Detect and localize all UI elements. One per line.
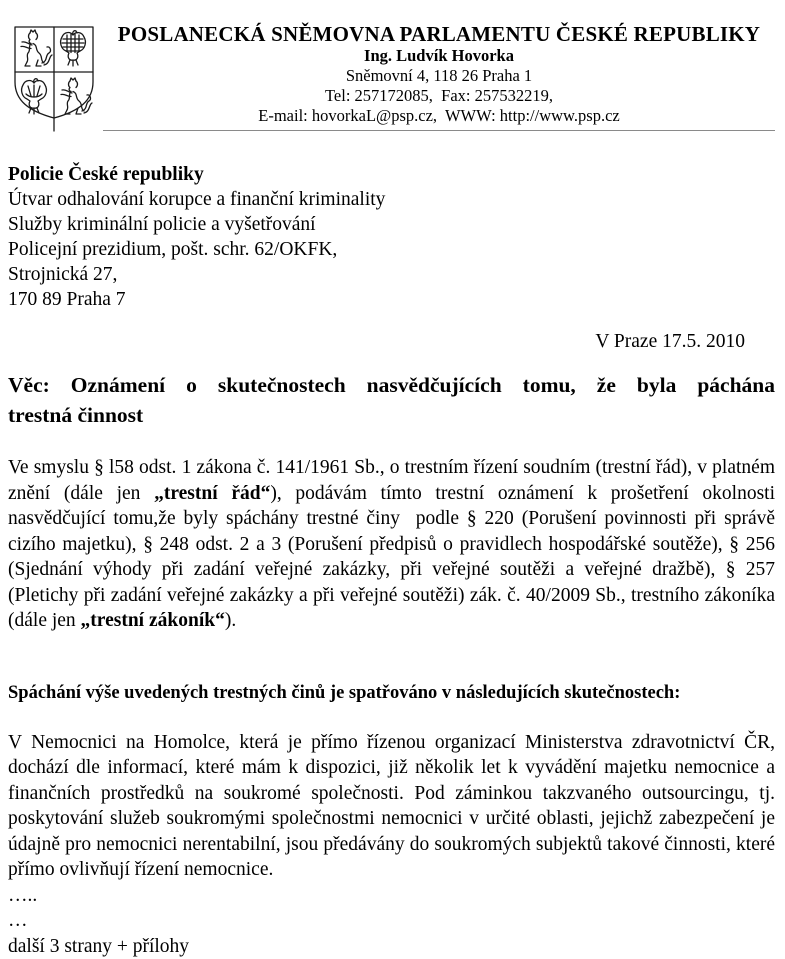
statement-heading: Spáchání výše uvedených trestných činů je spatřováno v následujících skutečnostech: (8, 680, 775, 706)
recipient-line: Strojnická 27, (8, 262, 775, 287)
czech-coat-of-arms-icon (8, 22, 100, 134)
para1-text: ), podávám tímto trestní oznámení k prošetření okolnosti nasvědčující tomu,že byly spáchány trestné činy podle § 220 (Porušení povinnosti při správě cizího majetku), § 248 odst. 2 a 3 (Porušení předpisů o pravidlech hospodářské soutěže), § 256 (Sjednání výhody při zadání veřejné zakázky, při veřejné soutěži a veřejné dražbě), § 257 (Pletichy při zadání veřejné zakázky a při veřejné soutěži) zák. č. 40/2009 Sb., trestního zákoníka (dále jen (8, 483, 775, 632)
letterhead-text (103, 22, 775, 126)
recipient-line: Služby kriminální policie a vyšetřování (8, 212, 775, 237)
recipient-line: Policejní prezidium, pošt. schr. 62/OKFK, (8, 237, 775, 262)
letterhead-address: Sněmovní 4, 118 26 Praha 1 (103, 66, 775, 86)
attachments-note: další 3 strany + přílohy (8, 934, 775, 959)
para1-term-trestni-rad: „trestní řád“ (154, 483, 270, 504)
ellipsis-line-1: ….. (8, 883, 775, 909)
recipient-name: Policie České republiky (8, 162, 775, 187)
subject-line-2: trestná činnost (8, 400, 775, 430)
organization-name: POSLANECKÁ SNĚMOVNA PARLAMENTU ČESKÉ REPUBLIKY (103, 22, 775, 46)
para1-term-trestni-zakonik: „trestní zákoník“ (81, 610, 225, 631)
member-name: Ing. Ludvík Hovorka (103, 46, 775, 66)
recipient-line: 170 89 Praha 7 (8, 287, 775, 312)
paragraph-facts: V Nemocnici na Homolce, která je přímo řízenou organizací Ministerstva zdravotnictví ČR, dochází dle informací, které mám k dispozici, již několik let k vyvádění majetku nemocnice a finančních prostředků na soukromé společnosti. Pod záminkou takzvaného outsourcingu, tj. poskytování služeb soukromými společnostmi nemocnici v určité oblasti, jejichž zabezpečení je údajně pro nemocnici nerentabilní, jsou předávány do soukromých subjektů takové činnosti, které přímo ovlivňují řízení nemocnice. (8, 730, 775, 883)
letterhead-email-www: E-mail: hovorkaL@psp.cz, WWW: http://www.psp.cz (103, 106, 775, 126)
subject-line-1: Věc: Oznámení o skutečnostech nasvědčujících tomu, že byla páchána (8, 370, 775, 400)
letterhead (8, 22, 775, 131)
recipient-line: Útvar odhalování korupce a finanční kriminality (8, 187, 775, 212)
ellipsis-line-2: … (8, 908, 775, 934)
letterhead-phone-fax: Tel: 257172085, Fax: 257532219, (103, 86, 775, 106)
para1-text: ). (225, 610, 236, 631)
subject-heading (8, 370, 775, 430)
dateline: V Praze 17.5. 2010 (8, 329, 775, 354)
recipient-address-block (8, 162, 775, 312)
para1-text: Ve smyslu § l58 odst. 1 zákona č. 141/1961 Sb., o trestním řízení soudním (trestní řád), v platném znění (dále jen (8, 457, 775, 504)
paragraph-legal-grounds (8, 455, 775, 634)
letterhead-divider (103, 130, 775, 131)
